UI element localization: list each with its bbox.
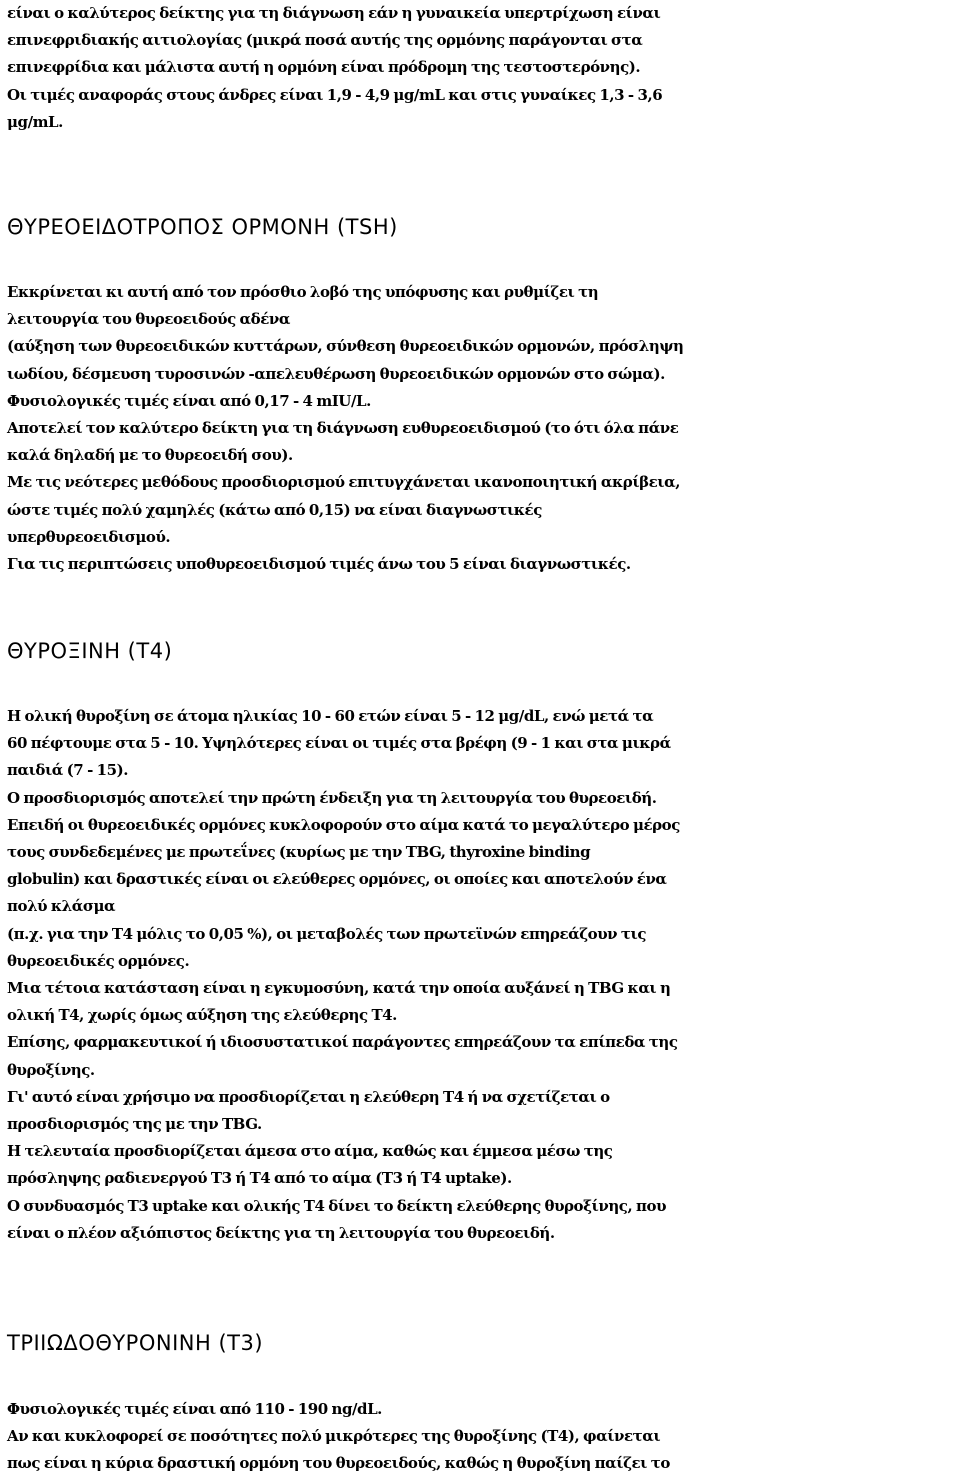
text-line: θυροξίνης.: [7, 1060, 95, 1079]
text-line: Με τις νεότερες μεθόδους προσδιορισμού επιτυγχάνεται ικανοποιητική ακρίβεια,: [7, 473, 680, 492]
text-line: (αύξηση των θυρεοειδικών κυττάρων, σύνθεση θυρεοειδικών ορμονών, πρόσληψη: [7, 337, 684, 356]
text-line: Αν και κυκλοφορεί σε ποσότητες πολύ μικρότερες της θυροξίνης (T4), φαίνεται: [7, 1427, 661, 1446]
text-line: Επίσης, φαρμακευτικοί ή ιδιοσυστατικοί παράγοντες επηρεάζουν τα επίπεδα της: [7, 1033, 678, 1052]
t4-paragraph: [7, 703, 957, 1247]
text-line: είναι ο πλέον αξιόπιστος δείκτης για τη λειτουργία του θυρεοειδή.: [7, 1223, 555, 1242]
text-line: ιωδίου, δέσμευση τυροσινών -απελευθέρωση θυρεοειδικών ορμονών στο σώμα).: [7, 364, 665, 383]
text-line: πολύ κλάσμα: [7, 897, 116, 916]
text-line: Ο προσδιορισμός αποτελεί την πρώτη ένδειξη για τη λειτουργία του θυρεοειδή.: [7, 788, 657, 807]
text-line: προσδιορισμός της με την TBG.: [7, 1115, 262, 1134]
text-line: Ο συνδυασμός T3 uptake και ολικής T4 δίνει το δείκτη ελεύθερης θυροξίνης, που: [7, 1196, 667, 1215]
t4-heading: ΘΥΡΟΞΙΝΗ (T4): [7, 639, 173, 663]
tsh-paragraph: [7, 279, 957, 578]
text-line: Γι' αυτό είναι χρήσιμο να προσδιορίζεται η ελεύθερη T4 ή να σχετίζεται ο: [7, 1087, 610, 1106]
text-line: επινεφρίδια και μάλιστα αυτή η ορμόνη είναι πρόδρομη της τεστοστερόνης).: [7, 58, 641, 77]
text-line: Η τελευταία προσδιορίζεται άμεσα στο αίμα, καθώς και έμμεσα μέσω της: [7, 1142, 613, 1161]
text-line: Εκκρίνεται κι αυτή από τον πρόσθιο λοβό της υπόφυσης και ρυθμίζει τη: [7, 283, 599, 301]
text-line: λειτουργία του θυρεοειδούς αδένα: [7, 310, 290, 329]
text-line: μg/mL.: [7, 112, 63, 131]
text-line: καλά δηλαδή με το θυρεοειδή σου).: [7, 446, 293, 465]
text-line: Η ολική θυροξίνη σε άτομα ηλικίας 10 - 60 ετών είναι 5 - 12 μg/dL, ενώ μετά τα: [7, 707, 654, 725]
text-line: είναι ο καλύτερος δείκτης για τη διάγνωση εάν η γυναικεία υπερτρίχωση είναι: [7, 4, 661, 22]
text-line: πως είναι η κύρια δραστική ορμόνη του θυρεοειδούς, καθώς η θυροξίνη παίζει το: [7, 1454, 670, 1473]
text-line: τους συνδεδεμένες με πρωτεΐνες (κυρίως με την TBG, thyroxine binding: [7, 843, 591, 862]
tsh-heading: ΘΥΡΕΟΕΙΔΟΤΡΟΠΟΣ ΟΡΜΟΝΗ (TSH): [7, 215, 398, 239]
text-line: Επειδή οι θυρεοειδικές ορμόνες κυκλοφορούν στο αίμα κατά το μεγαλύτερο μέρος: [7, 815, 680, 834]
text-line: Μια τέτοια κατάσταση είναι η εγκυμοσύνη, κατά την οποία αυξάνεί η TBG και η: [7, 979, 671, 998]
text-line: παιδιά (7 - 15).: [7, 761, 129, 780]
text-line: (π.χ. για την T4 μόλις το 0,05 %), οι μεταβολές των πρωτεϊνών επηρεάζουν τις: [7, 924, 647, 943]
text-line: ολική T4, χωρίς όμως αύξηση της ελεύθερης T4.: [7, 1006, 397, 1025]
text-line: Φυσιολογικές τιμές είναι από 0,17 - 4 mIU/L.: [7, 391, 371, 410]
text-line: υπερθυρεοειδισμού.: [7, 527, 171, 546]
t3-paragraph: [7, 1396, 957, 1478]
intro-paragraph: [7, 0, 957, 136]
text-line: 60 πέφτουμε στα 5 - 10. Υψηλότερες είναι οι τιμές στα βρέφη (9 - 1 και στα μικρά: [7, 734, 671, 753]
text-line: Οι τιμές αναφοράς στους άνδρες είναι 1,9 - 4,9 μg/mL και στις γυναίκες 1,3 - 3,6: [7, 85, 663, 104]
t3-heading: ΤΡΙΙΩΔΟΘΥΡΟΝΙΝΗ (T3): [7, 1331, 264, 1355]
text-line: globulin) και δραστικές είναι οι ελεύθερες ορμόνες, οι οποίες και αποτελούν ένα: [7, 870, 667, 889]
text-line: επινεφριδιακής αιτιολογίας (μικρά ποσά αυτής της ορμόνης παράγονται στα: [7, 31, 643, 50]
text-line: πρόσληψης ραδιενεργού T3 ή T4 από το αίμα (T3 ή T4 uptake).: [7, 1169, 512, 1188]
text-line: Αποτελεί τον καλύτερο δείκτη για τη διάγνωση ευθυρεοειδισμού (το ότι όλα πάνε: [7, 419, 679, 438]
text-line: Για τις περιπτώσεις υποθυρεοειδισμού τιμές άνω του 5 είναι διαγνωστικές.: [7, 555, 631, 574]
text-line: θυρεοειδικές ορμόνες.: [7, 951, 190, 970]
text-line: ώστε τιμές πολύ χαμηλές (κάτω από 0,15) να είναι διαγνωστικές: [7, 500, 542, 519]
text-line: Φυσιολογικές τιμές είναι από 110 - 190 ng/dL.: [7, 1400, 382, 1418]
